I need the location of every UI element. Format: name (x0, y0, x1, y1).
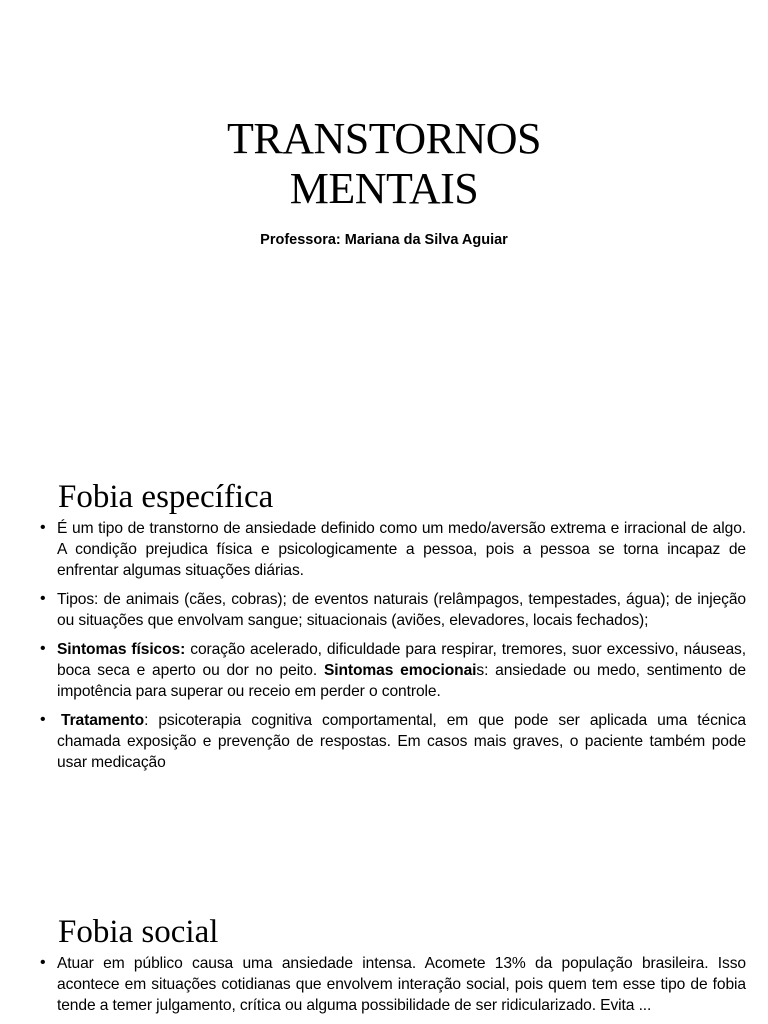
bullet-text: Tipos: de animais (cães, cobras); de eventos naturais (relâmpagos, tempestades, água); de injeção ou situações que envolvam sangue; situacionais (aviões, elevadores, locais fechados); (57, 591, 746, 629)
bullet-item (40, 589, 746, 631)
bullet-text: : psicoterapia cognitiva comportamental, em que pode ser aplicada uma técnica chamada exposição e prevenção de respostas. Em casos mais graves, o paciente também pode usar medicação (57, 712, 746, 771)
bullet-list (40, 953, 746, 1024)
bullet-marker: • (40, 590, 46, 607)
bullet-item (40, 953, 746, 1016)
presentation-title (0, 114, 768, 214)
title-line-1: TRANSTORNOS (227, 114, 541, 163)
bullet-text: s: ansiedade ou medo, sentimento de impotência para superar ou receio em perder o controle. (57, 662, 746, 700)
slide-fobia-social (0, 905, 768, 1024)
bold-label-sintomas-fisicos: Sintomas físicos: (57, 641, 186, 658)
bullet-marker: • (40, 519, 46, 536)
bullet-text: Atuar em público causa uma ansiedade intensa. Acomete 13% da população brasileira. Isso acontece em situações cotidianas que envolvem interação social, pois quem tem esse tipo de fobia tende a temer julgamento, crítica ou alguma possibilidade de ser ridicularizado. Evita ... (57, 955, 746, 1014)
section-heading: Fobia específica (58, 479, 274, 515)
bullet-marker: • (40, 711, 46, 728)
bullet-text: coração acelerado, dificuldade para respirar, tremores, suor excessivo, náuseas, boca seca e aperto ou dor no peito. (57, 641, 746, 679)
bold-label-sintomas-emocionais: Sintomas emocionai (323, 662, 477, 679)
section-heading: Fobia social (58, 914, 219, 950)
title-line-2: MENTAIS (289, 164, 479, 213)
presenter-subtitle: Professora: Mariana da Silva Aguiar (260, 232, 508, 248)
slide-fobia-especifica (0, 470, 768, 890)
bold-label-tratamento: Tratamento (61, 712, 145, 729)
title-slide (0, 0, 768, 442)
bullet-text: É um tipo de transtorno de ansiedade definido como um medo/aversão extrema e irracional de algo. A condição prejudica física e psicologicamente a pessoa, pois a pessoa se torna incapaz de enfrentar algumas situações diárias. (57, 520, 746, 579)
bullet-item (40, 639, 746, 702)
bullet-item (40, 710, 746, 773)
bullet-item (40, 518, 746, 581)
bullet-list (40, 518, 746, 781)
bullet-marker: • (40, 640, 46, 657)
bullet-marker: • (40, 954, 46, 971)
